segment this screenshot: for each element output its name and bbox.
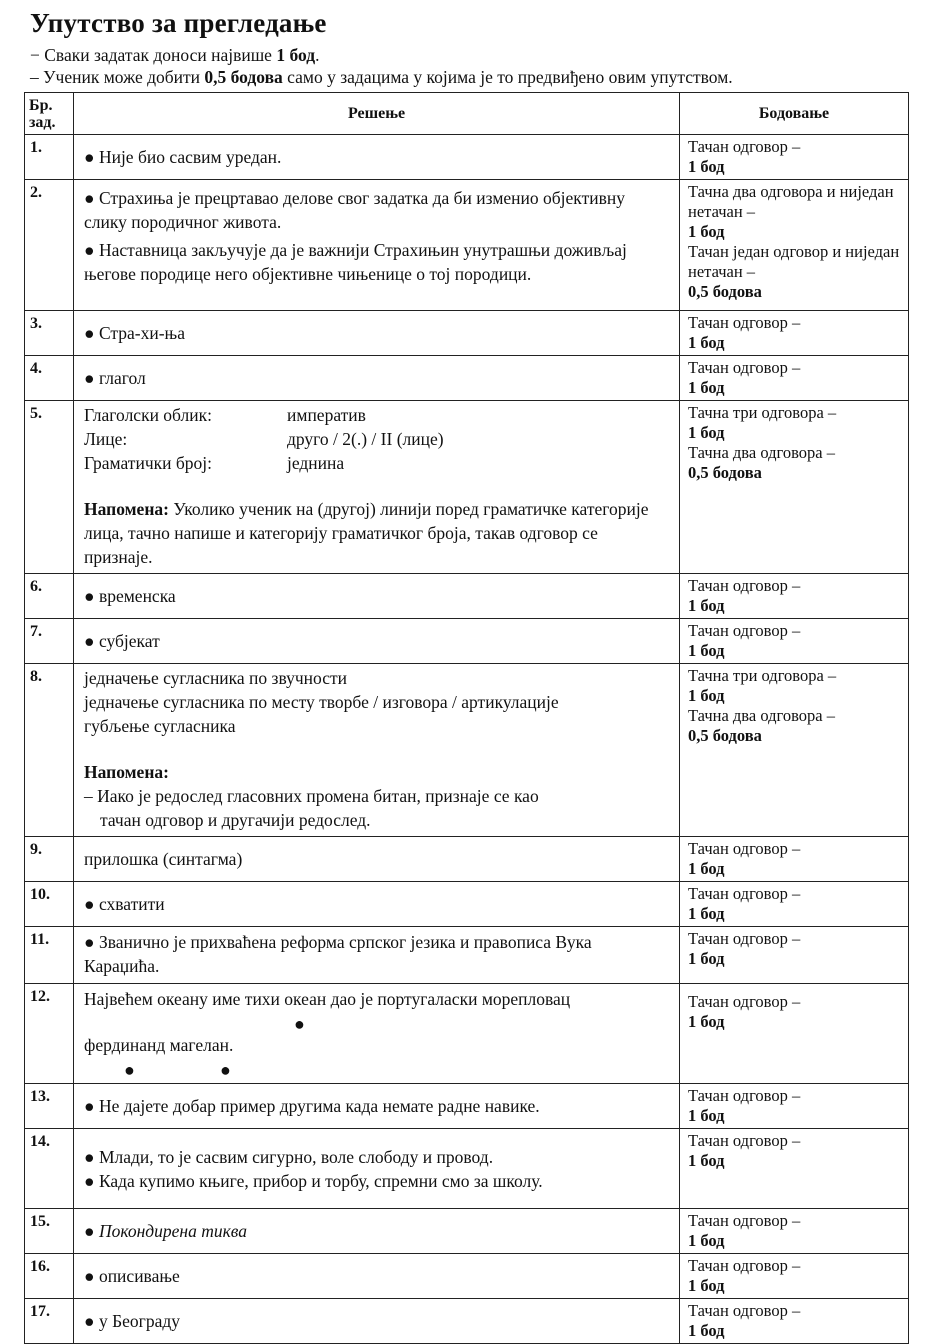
- scoring-label: Тачан одговор –: [688, 1301, 801, 1320]
- table-row: [25, 180, 909, 311]
- scoring-cell: [680, 574, 909, 619]
- table-row: [25, 401, 909, 574]
- error-marks: [84, 1057, 670, 1079]
- task-number: 9.: [25, 837, 74, 882]
- scoring-cell: [680, 882, 909, 927]
- table-row: [25, 1129, 909, 1209]
- solution-cell: [74, 837, 680, 882]
- scoring-value: 1 бод: [688, 423, 725, 442]
- solution-cell: [74, 1254, 680, 1299]
- scoring-cell: [680, 664, 909, 837]
- solution-cell: [74, 882, 680, 927]
- note-label: Напомена:: [84, 762, 169, 782]
- scoring-value: 1 бод: [688, 1012, 725, 1031]
- table-row: [25, 1254, 909, 1299]
- scoring-value: 1 бод: [688, 596, 725, 615]
- solution-cell: [74, 1084, 680, 1129]
- scoring-label: Тачан одговор –: [688, 839, 801, 858]
- scoring-label: Тачан одговор –: [688, 576, 801, 595]
- solution-text: ● у Београду: [84, 1311, 180, 1331]
- grammar-pair: [84, 403, 670, 427]
- table-row: [25, 984, 909, 1084]
- table-row: [25, 135, 909, 180]
- scoring-value: 1 бод: [688, 378, 725, 397]
- scoring-cell: [680, 1299, 909, 1344]
- table-header-row: [25, 93, 909, 135]
- scoring-label: Тачан одговор –: [688, 137, 801, 156]
- solution-cell: [74, 135, 680, 180]
- solution-text: прилошка (синтагма): [84, 849, 243, 869]
- grammar-value: друго / 2(.) / II (лице): [287, 429, 444, 449]
- grammar-value: императив: [287, 405, 366, 425]
- solution-text: ● Наставница закључује да је важнији Страхињин унутрашњи доживљај његове породице него објективне чињенице о тој породици.: [84, 240, 627, 284]
- scoring-cell: [680, 356, 909, 401]
- scoring-value: 1 бод: [688, 949, 725, 968]
- scoring-label: Тачан одговор –: [688, 1211, 801, 1230]
- scoring-label: Тачан одговор –: [688, 621, 801, 640]
- scoring-value: 0,5 бодова: [688, 282, 762, 301]
- scoring-label: Тачан одговор –: [688, 1256, 801, 1275]
- scoring-value: 1 бод: [688, 1321, 725, 1340]
- scoring-cell: [680, 180, 909, 311]
- task-number: 7.: [25, 619, 74, 664]
- error-mark-dot: ●: [124, 1060, 135, 1080]
- solution-cell: [74, 180, 680, 311]
- table-row: [25, 574, 909, 619]
- note: [84, 497, 670, 569]
- scoring-value: 1 бод: [688, 157, 725, 176]
- scoring-cell: [680, 984, 909, 1084]
- table-row: [25, 1084, 909, 1129]
- task-number: 8.: [25, 664, 74, 837]
- solution-cell: [74, 1129, 680, 1209]
- scoring-label: Тачан одговор –: [688, 313, 801, 332]
- table-row: [25, 619, 909, 664]
- scoring-label: Тачан одговор –: [688, 1131, 801, 1150]
- scoring-value: 1 бод: [688, 686, 725, 705]
- solution-text: Највећем океану име тихи океан дао је португаласки морепловац: [84, 989, 571, 1009]
- scoring-cell: [680, 1254, 909, 1299]
- rule-text: само у задацима у којима је то предвиђено овим упутством.: [282, 67, 733, 87]
- scoring-label: Тачна три одговора –: [688, 403, 837, 422]
- solution-text: губљење сугласника: [84, 716, 236, 736]
- scoring-cell: [680, 837, 909, 882]
- bullet: ●: [84, 1221, 99, 1241]
- task-number: 1.: [25, 135, 74, 180]
- solution-text: ● Млади, то је сасвим сигурно, воле слободу и провод.: [84, 1147, 494, 1167]
- solution-cell: [74, 401, 680, 574]
- scoring-value: 1 бод: [688, 222, 725, 241]
- task-number: 12.: [25, 984, 74, 1084]
- solution-text: ● Није био сасвим уредан.: [84, 147, 282, 167]
- header-task-number: [25, 93, 74, 135]
- scoring-label: Тачан одговор –: [688, 358, 801, 377]
- grammar-key: Лице:: [84, 429, 128, 449]
- grammar-key: Глаголски облик:: [84, 405, 212, 425]
- task-number: 16.: [25, 1254, 74, 1299]
- table-row: [25, 927, 909, 984]
- solution-cell: [74, 1299, 680, 1344]
- rule-half-points: [30, 67, 733, 88]
- note-label: Напомена:: [84, 499, 169, 519]
- scoring-cell: [680, 619, 909, 664]
- table-row: [25, 1209, 909, 1254]
- solution-text: ● Званично је прихваћена реформа српског језика и правописа Вука Караџића.: [84, 932, 592, 976]
- rule-text: − Сваки задатак доноси највише: [30, 45, 277, 65]
- task-number: 5.: [25, 401, 74, 574]
- page-title: Упутство за прегледање: [30, 8, 327, 38]
- solution-text: ● Не дајете добар пример другима када немате радне навике.: [84, 1096, 540, 1116]
- note-text: – Иако је редослед гласовних промена битан, признаје се као: [84, 786, 539, 806]
- error-mark-dot: ●: [294, 1014, 305, 1034]
- error-marks: [84, 1011, 670, 1033]
- scoring-label: Тачан одговор –: [688, 1086, 801, 1105]
- solution-text: Покондирена тиква: [98, 1221, 248, 1241]
- grammar-value: једнина: [287, 453, 345, 473]
- rule-text: .: [315, 45, 320, 65]
- table-row: [25, 311, 909, 356]
- table-row: [25, 882, 909, 927]
- header-solution: Решење: [74, 93, 680, 135]
- solution-text: фердинанд магелан.: [84, 1035, 234, 1055]
- scoring-cell: [680, 311, 909, 356]
- table-row: [25, 664, 909, 837]
- rule-bold: 0,5 бодова: [204, 67, 283, 87]
- solution-cell: [74, 984, 680, 1084]
- table-row: [25, 1299, 909, 1344]
- rule-text: – Ученик може добити: [30, 67, 205, 87]
- error-mark-dot: ●: [220, 1060, 231, 1080]
- table-row: [25, 356, 909, 401]
- solution-cell: [74, 311, 680, 356]
- scoring-table: [24, 92, 909, 1344]
- solution-cell: [74, 574, 680, 619]
- solution-text: ● Када купимо књиге, прибор и торбу, спремни смо за школу.: [84, 1171, 543, 1191]
- scoring-value: 1 бод: [688, 904, 725, 923]
- solution-cell: [74, 927, 680, 984]
- solution-text: ● схватити: [84, 894, 165, 914]
- task-number: 11.: [25, 927, 74, 984]
- solution-cell: [74, 1209, 680, 1254]
- scoring-label: Тачна два одговора и ниједан нетачан –: [688, 182, 894, 221]
- scoring-cell: [680, 1129, 909, 1209]
- scoring-value: 1 бод: [688, 1151, 725, 1170]
- scoring-label: Тачан одговор –: [688, 992, 801, 1011]
- task-number: 10.: [25, 882, 74, 927]
- scoring-label: Тачан један одговор и ниједан нетачан –: [688, 242, 900, 281]
- scoring-value: 1 бод: [688, 641, 725, 660]
- scoring-label: Тачан одговор –: [688, 884, 801, 903]
- scoring-value: 1 бод: [688, 1276, 725, 1295]
- task-number: 2.: [25, 180, 74, 311]
- task-number: 3.: [25, 311, 74, 356]
- note-text: тачан одговор и другачији редослед.: [100, 810, 371, 830]
- solution-text: ● описивање: [84, 1266, 180, 1286]
- table-row: [25, 837, 909, 882]
- task-number: 13.: [25, 1084, 74, 1129]
- scoring-cell: [680, 401, 909, 574]
- solution-text: ● Страхиња је прецртавао делове свог задатка да би изменио објективну слику породичног живота.: [84, 188, 625, 232]
- scoring-value: 1 бод: [688, 1106, 725, 1125]
- task-number: 6.: [25, 574, 74, 619]
- scoring-cell: [680, 135, 909, 180]
- solution-text: ● субјекат: [84, 631, 160, 651]
- solution-text: једначење сугласника по звучности: [84, 668, 348, 688]
- solution-cell: [74, 356, 680, 401]
- scoring-cell: [680, 1084, 909, 1129]
- solution-text: једначење сугласника по месту творбе / изговора / артикулације: [84, 692, 559, 712]
- task-number: 17.: [25, 1299, 74, 1344]
- scoring-cell: [680, 927, 909, 984]
- solution-cell: [74, 619, 680, 664]
- scoring-cell: [680, 1209, 909, 1254]
- scoring-value: 0,5 бодова: [688, 463, 762, 482]
- scoring-value: 1 бод: [688, 333, 725, 352]
- grammar-key: Граматички број:: [84, 453, 212, 473]
- scoring-value: 0,5 бодова: [688, 726, 762, 745]
- rule-max-points: [30, 45, 319, 66]
- solution-text: ● глагол: [84, 368, 146, 388]
- scoring-label: Тачна три одговора –: [688, 666, 837, 685]
- rule-bold: 1 бод: [276, 45, 316, 65]
- task-number: 14.: [25, 1129, 74, 1209]
- scoring-label: Тачна два одговора –: [688, 443, 835, 462]
- grammar-pair: [84, 451, 670, 475]
- header-label: зад.: [29, 113, 56, 131]
- note-text: Уколико ученик на (другој) линији поред граматичке категорије лица, тачно напише и категорију граматичког броја, такав одговор се признаје.: [84, 499, 649, 567]
- scoring-value: 1 бод: [688, 859, 725, 878]
- solution-text: ● временска: [84, 586, 176, 606]
- solution-text: ● Стра-хи-ња: [84, 323, 185, 343]
- task-number: 15.: [25, 1209, 74, 1254]
- scoring-label: Тачна два одговора –: [688, 706, 835, 725]
- header-scoring: Бодовање: [680, 93, 909, 135]
- scoring-value: 1 бод: [688, 1231, 725, 1250]
- grammar-pair: [84, 427, 670, 451]
- task-number: 4.: [25, 356, 74, 401]
- solution-cell: [74, 664, 680, 837]
- scoring-label: Тачан одговор –: [688, 929, 801, 948]
- header-label: Бр.: [29, 96, 53, 114]
